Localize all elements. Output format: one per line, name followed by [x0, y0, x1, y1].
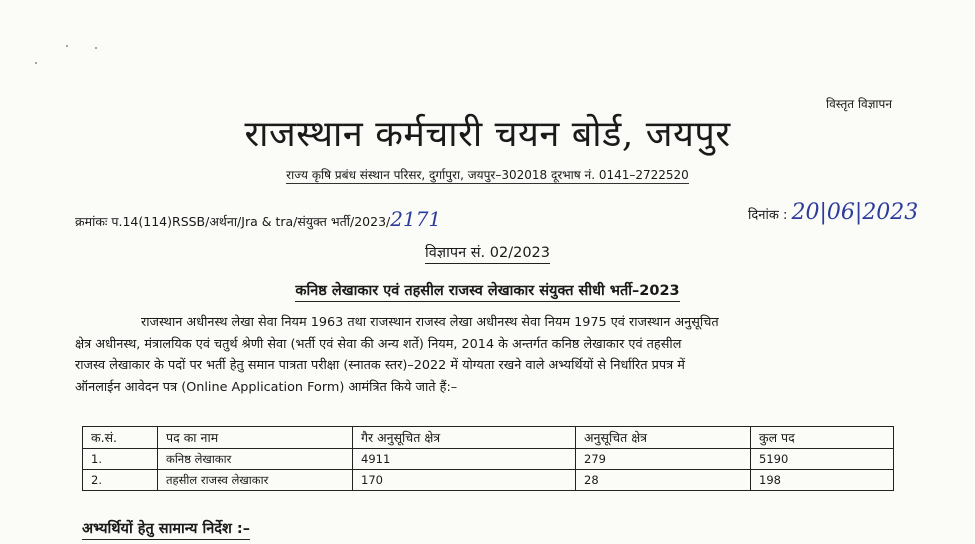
handwritten-date: 20|06|2023 [791, 200, 919, 225]
table-cell: तहसील राजस्व लेखाकार [158, 470, 353, 491]
table-row [83, 449, 894, 470]
issue-date: दिनांक : 20|06|2023 [748, 200, 919, 225]
table-cell: 198 [751, 470, 894, 491]
table-cell: 5190 [751, 449, 894, 470]
table-cell: 279 [576, 449, 751, 470]
table-cell: 4911 [353, 449, 576, 470]
header-cell: कुल पद [751, 427, 894, 449]
table-cell: कनिष्ठ लेखाकार [158, 449, 353, 470]
table-cell: 2. [83, 470, 158, 491]
reference-number: क्रमांकः प.14(114)RSSB/अर्थना/Jra & tra/संयुक्त भर्ती/2023/2171 [75, 207, 442, 231]
header-cell: पद का नाम [158, 427, 353, 449]
handwritten-number: 2171 [390, 207, 442, 231]
paragraph-line: राजस्व लेखाकार के पदों पर भर्ती हेतु समान पात्रता परीक्षा (स्नातक स्तर)–2022 में योग्यता रखने वाले अभ्यर्थियों से निर्धारित प्रपत्र में [75, 358, 685, 373]
header-cell: अनुसूचित क्षेत्र [576, 427, 751, 449]
intro-paragraph [75, 312, 927, 398]
paragraph-line: राजस्थान अधीनस्थ लेखा सेवा नियम 1963 तथा राजस्थान राजस्व लेखा अधीनस्थ सेवा नियम 1975 एवं राजस्थान अनुसूचित [141, 315, 719, 330]
header-cell: क.सं. [83, 427, 158, 449]
table-cell: 1. [83, 449, 158, 470]
instructions-heading: अभ्यर्थियों हेतु सामान्य निर्देश :– [82, 518, 250, 538]
scan-speck [66, 45, 68, 47]
paragraph-line: क्षेत्र अधीनस्थ, मंत्रालयिक एवं चतुर्थ श्रेणी सेवा (भर्ती एवं सेवा की अन्य शर्ते) नियम, 2014 के अन्तर्गत कनिष्ठ लेखाकार एवं तहसील [75, 336, 682, 352]
table-cell: 28 [576, 470, 751, 491]
table-header-row [83, 427, 894, 449]
org-address: राज्य कृषि प्रबंध संस्थान परिसर, दुर्गापुरा, जयपुर–302018 दूरभाष नं. 0141–2722520 [286, 168, 689, 182]
detailed-advert-tag: विस्तृत विज्ञापन [826, 97, 892, 111]
paragraph-line: ऑनलाईन आवेदन पत्र (Online Application Form) आमंत्रित किये जाते हैं:– [75, 379, 458, 395]
recruitment-heading: कनिष्ठ लेखाकार एवं तहसील राजस्व लेखाकार संयुक्त सीधी भर्ती–2023 [0, 280, 975, 300]
scan-speck [35, 62, 37, 64]
org-title: राजस्थान कर्मचारी चयन बोर्ड, जयपुर [244, 114, 731, 155]
header-cell: गैर अनुसूचित क्षेत्र [353, 427, 576, 449]
scan-speck [95, 47, 97, 49]
posts-table [82, 426, 894, 491]
advert-number: विज्ञापन सं. 02/2023 [0, 242, 975, 262]
table-row [83, 470, 894, 491]
table-cell: 170 [353, 470, 576, 491]
